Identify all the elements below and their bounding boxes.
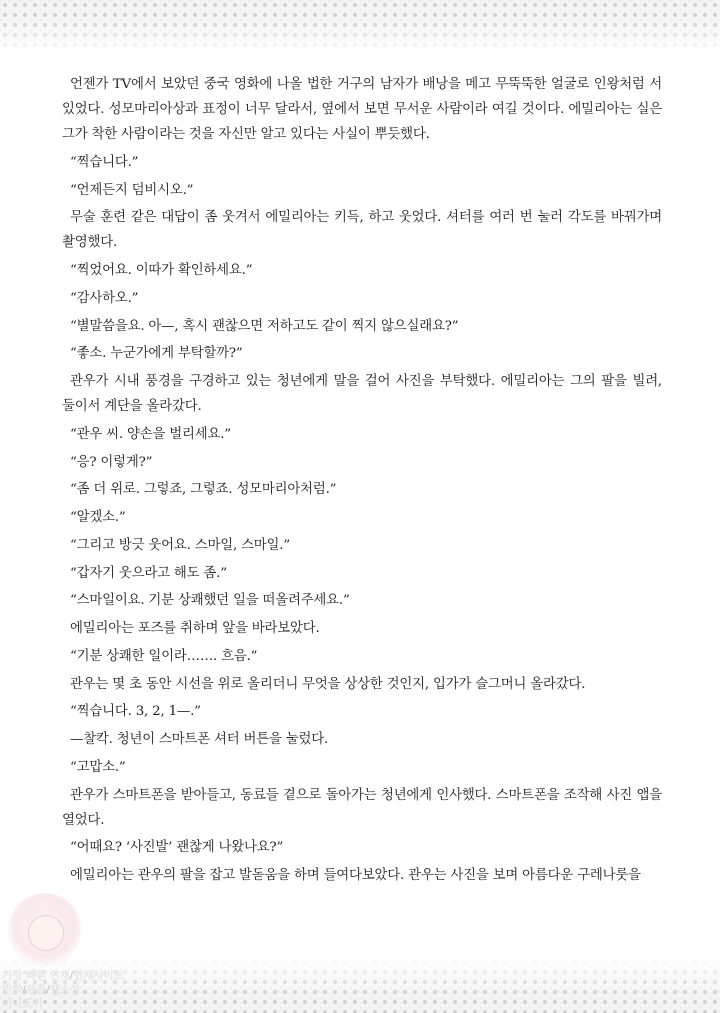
- watermark-line: 만화/웹툰/웹소설: [2, 983, 80, 996]
- paragraph: 관우는 몇 초 동안 시선을 위로 올리더니 무엇을 상상한 것인지, 입가가 슬그머니 올라갔다.: [70, 676, 586, 692]
- paragraph: “관우 씨. 양손을 벌리세요.”: [70, 426, 231, 442]
- paragraph: “찍습니다. 3, 2, 1—.”: [70, 704, 201, 720]
- paragraph: 무술 훈련 같은 대답이 좀 웃겨서 에밀리아는 키득, 하고 웃었다. 셔터를 여러 번 눌러 각도를 바꿔가며 촬영했다.: [62, 210, 662, 251]
- paragraph: 에밀리아는 관우의 팔을 잡고 발돋움을 하며 들여다보았다. 관우는 사진을 보며 아름다운 구레나룻을: [70, 868, 641, 883]
- paragraph: “기분 상쾌한 일이라……. 흐음.”: [70, 648, 258, 664]
- paragraph: “감사하오.”: [70, 290, 139, 306]
- paragraph: “찍었어요. 이따가 확인하세요.”: [70, 263, 253, 278]
- watermark-line: 가장 빠른 연재/연재사이트: [2, 969, 124, 982]
- paragraph: “좀 더 위로. 그렇죠, 그렇죠. 성모마리아처럼.”: [70, 482, 337, 498]
- paragraph: “갑자기 웃으라고 해도 좀.”: [70, 565, 227, 581]
- paragraph: 관우가 시내 풍경을 구경하고 있는 청년에게 말을 걸어 사진을 부탁했다. 에밀리아는 그의 팔을 빌려, 둘이서 계단을 올라갔다.: [62, 374, 662, 414]
- paragraph: “좋소. 누군가에게 부탁할까?”: [70, 346, 243, 362]
- site-watermark: [2, 893, 124, 1011]
- watermark-character-icon: [28, 915, 64, 951]
- paragraph: “스마일이요. 기분 상쾌했던 일을 떠올려주세요.”: [70, 593, 350, 609]
- paragraph: “언제든지 덤비시오.”: [70, 182, 194, 198]
- novel-text-body: [62, 72, 662, 891]
- paragraph: —찰칵. 청년이 스마트폰 셔터 버튼을 눌렀다.: [70, 732, 329, 747]
- top-decorative-pattern: [0, 0, 720, 56]
- paragraph: 관우가 스마트폰을 받아들고, 동료들 곁으로 돌아가는 청년에게 인사했다. 스마트폰을 조작해 사진 앱을 열었다.: [62, 787, 662, 828]
- paragraph: “찍습니다.”: [70, 154, 139, 170]
- paragraph: “고맙소.”: [70, 759, 126, 775]
- paragraph: 언젠가 TV에서 보았던 중국 영화에 나올 법한 거구의 남자가 배낭을 메고 무뚝뚝한 얼굴로 인왕처럼 서 있었다. 성모마리아상과 표정이 너무 달라서, 옆에서 보면 무서운 사람이라 여길 것이다. 에밀리아는 실은 그가 착한 사람이라는 것을 자신만 알고 있다는 사실이 뿌듯했다.: [62, 77, 662, 142]
- paragraph: “별말씀을요. 아—, 혹시 괜찮으면 저하고도 같이 찍지 않으실래요?”: [70, 318, 459, 334]
- paragraph: “그리고 방긋 웃어요. 스마일, 스마일.”: [70, 537, 290, 553]
- paragraph: “어때요? ‘사진발’ 괜찮게 나왔나요?”: [70, 840, 284, 856]
- paragraph: 에밀리아는 포즈를 취하며 앞을 바라보았다.: [70, 621, 320, 636]
- paragraph: “알겠소.”: [70, 510, 126, 525]
- paragraph: “응? 이렇게?”: [70, 454, 153, 470]
- watermark-line: 마나토끼: [2, 997, 43, 1010]
